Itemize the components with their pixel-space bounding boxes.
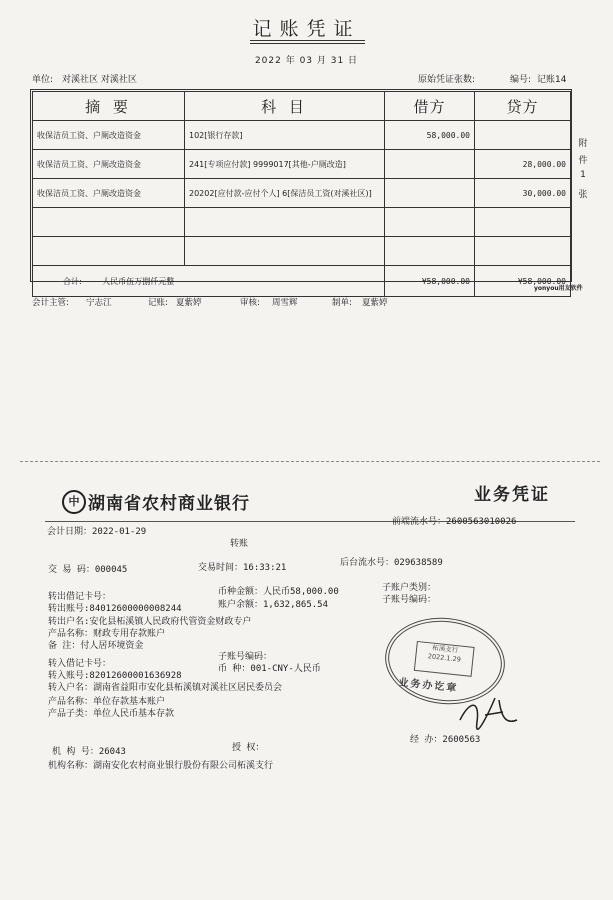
row-account: 20202[应付款-应付个人] 6[保洁员工资(对溪社区)] (185, 179, 385, 208)
supervisor-label: 会计主管: (32, 298, 69, 308)
in-name: 转入户名：湖南省益阳市安化县柘溪镇对溪社区居民委员会 (48, 683, 283, 693)
row-credit: 28,000.00 (475, 150, 571, 179)
auditor-label: 审核: (240, 298, 260, 308)
trans-time: 交易时间：16:33:21 (198, 563, 287, 573)
table-row (33, 237, 571, 266)
org-name: 机构名称：湖南安化农村商业银行股份有限公司柘溪支行 (48, 761, 274, 771)
title-underline-2 (250, 43, 365, 44)
slip-title: 业务凭证 (474, 485, 550, 505)
out-account: 转出账号:84012600000008244 (48, 604, 182, 614)
out-name: 转出户名:安化县柘溪镇人民政府代管资金财政专户 (48, 617, 252, 627)
maker-name: 夏紫婷 (362, 298, 388, 308)
title-underline (250, 40, 365, 41)
sub-account-no-2: 子账号编码： (218, 652, 273, 662)
attach-char-2: 件 (578, 156, 588, 166)
currency: 币 种：001-CNY-人民币 (218, 664, 321, 674)
table-row (33, 179, 571, 208)
in-card: 转入借记卡号： (48, 659, 112, 669)
bank-logo-icon: 中 (62, 490, 86, 514)
product-name: 产品名称：财政专用存款账户 (48, 629, 166, 639)
out-card: 转出借记卡号： (48, 592, 112, 602)
table-row (33, 208, 571, 237)
table-row (33, 150, 571, 179)
row-summary: 收保洁员工资、户厕改造资金 (33, 179, 185, 208)
operator: 经 办：2600563 (410, 735, 481, 745)
bookkeeper-name: 夏紫婷 (176, 298, 202, 308)
supervisor-name: 宁志江 (86, 298, 112, 308)
sub-account-no: 子账号编码： (382, 595, 437, 605)
yonyou-logo: yonyou用友软件 (534, 285, 583, 292)
attach-char-1: 附 (578, 139, 588, 149)
row-summary: 收保洁员工资、户厕改造资金 (33, 150, 185, 179)
total-cell (33, 266, 385, 297)
stamp-date: 2022.1.29 (427, 652, 462, 664)
total-credit: ¥58,000.00 (475, 266, 571, 297)
row-credit (475, 121, 571, 150)
product-name-2: 产品名称：单位存款基本账户 (48, 697, 166, 707)
voucher-table (32, 91, 571, 297)
unit-label: 单位: (32, 75, 54, 85)
row-credit (475, 237, 571, 266)
stamp-label: 业务办讫章 (397, 677, 459, 695)
voucher-no-value: 记账14 (537, 75, 567, 85)
row-debit (385, 208, 475, 237)
header-account: 科 目 (185, 92, 385, 121)
row-credit: 30,000.00 (475, 179, 571, 208)
row-account: 102[银行存款] (185, 121, 385, 150)
total-words: 人民币伍万捌仟元整 (102, 276, 175, 286)
remark: 备 注：付人居环境资金 (48, 641, 144, 651)
maker-label: 制单: (332, 298, 352, 308)
voucher-date: 2022 年 03 月 31 日 (254, 56, 359, 66)
product-subtype: 产品子类：单位人民币基本存款 (48, 709, 175, 719)
header-credit: 贷方 (475, 92, 571, 121)
total-debit: ¥58,000.00 (385, 266, 475, 297)
auditor-name: 周雪辉 (272, 298, 298, 308)
header-debit: 借方 (385, 92, 475, 121)
accounting-date: 会计日期：2022-01-29 (47, 527, 147, 537)
handwritten-signature (455, 690, 525, 735)
row-debit (385, 237, 475, 266)
unit-value: 对溪社区 对溪社区 (62, 75, 137, 85)
row-account (185, 237, 385, 266)
row-account (185, 208, 385, 237)
row-account: 241[专项应付款] 9999017[其他-户厕改造] (185, 150, 385, 179)
org-no: 机 构 号：26043 (52, 747, 126, 757)
amount: 币种金额：人民币58,000.00 (218, 587, 339, 597)
sub-account-type: 子账户类别： (382, 583, 437, 593)
total-row (33, 266, 571, 297)
row-credit (475, 208, 571, 237)
row-summary (33, 237, 185, 266)
in-account: 转入账号:82012600001636928 (48, 671, 182, 681)
front-serial: 前端流水号：2600563010026 (392, 517, 517, 527)
row-debit (385, 150, 475, 179)
trans-code: 交 易 码：000045 (48, 565, 128, 575)
bank-name: 湖南省农村商业银行 (88, 494, 250, 514)
row-summary: 收保洁员工资、户厕改造资金 (33, 121, 185, 150)
balance: 账户余额：1,632,865.54 (218, 600, 329, 610)
row-debit (385, 179, 475, 208)
trans-type: 转账 (230, 539, 249, 549)
table-header-row (33, 92, 571, 121)
slip-edge (20, 461, 600, 462)
header-summary: 摘 要 (33, 92, 185, 121)
table-row (33, 121, 571, 150)
orig-voucher-label: 原始凭证张数: (418, 75, 476, 85)
stamp-branch: 柘溪支行 (431, 643, 459, 655)
stamp-inner (414, 641, 475, 677)
bookkeeper-label: 记账: (148, 298, 168, 308)
attach-char-3: 张 (578, 190, 588, 200)
voucher-no-label: 编号: (510, 75, 532, 85)
total-label: 合计: (63, 276, 82, 286)
authorization: 授 权： (232, 743, 265, 753)
row-debit: 58,000.00 (385, 121, 475, 150)
row-summary (33, 208, 185, 237)
attach-count: 1 (580, 170, 586, 180)
back-serial: 后台流水号：029638589 (340, 558, 443, 568)
voucher-title: 记账凭证 (252, 18, 361, 40)
